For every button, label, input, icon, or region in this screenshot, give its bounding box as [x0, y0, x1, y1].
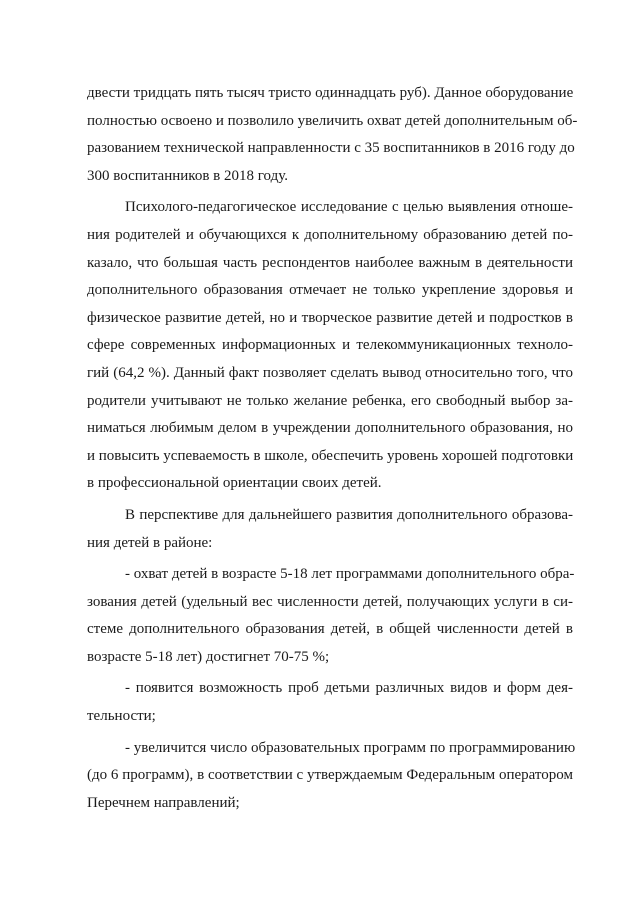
paragraph-research: [87, 194, 573, 498]
text-line: 300 воспитанников в 2018 году.: [87, 167, 288, 184]
text-line: полностью освоено и позволило увеличить охват детей дополнительным об-: [87, 112, 578, 129]
text-line: тельности;: [87, 708, 156, 725]
text-line: Психолого-педагогическое исследование с целью выявления отноше-: [125, 199, 573, 216]
paragraph-equipment: [87, 80, 578, 190]
text-line: и повысить успеваемость в школе, обеспечить уровень хорошей подготовки: [87, 447, 574, 464]
document-body: [87, 80, 578, 817]
text-line: двести тридцать пять тысяч тристо одиннадцать руб). Данное оборудование: [87, 85, 574, 101]
text-line: физическое развитие детей, но и творческое развитие детей и подростков в: [87, 309, 573, 326]
text-line: - охват детей в возрасте 5-18 лет программами дополнительного обра-: [125, 566, 575, 583]
text-line: в профессиональной ориентации своих детей.: [87, 475, 382, 492]
paragraph-perspective: [87, 502, 573, 557]
text-line: - увеличится число образовательных программ по программированию: [125, 739, 576, 756]
text-line: казало, что большая часть респондентов наиболее важным в деятельности: [87, 254, 573, 271]
text-line: Перечнем направлений;: [87, 794, 240, 811]
text-line: зования детей (удельный вес численности детей, получающих услуги в си-: [87, 593, 573, 610]
text-line: родители учитывают не только желание ребенка, его свободный выбор за-: [87, 392, 573, 409]
text-line: разованием технической направленности с 35 воспитанников в 2016 году до: [87, 140, 575, 157]
list-item-activities: [87, 675, 573, 730]
text-line: ния родителей и обучающихся к дополнительному образованию детей по-: [87, 226, 573, 243]
text-line: ниматься любимым делом в учреждении дополнительного образования, но: [87, 420, 573, 437]
text-line: стеме дополнительного образования детей, в общей численности детей в: [87, 621, 573, 638]
text-line: возрасте 5-18 лет) достигнет 70-75 %;: [87, 648, 330, 665]
text-line: ния детей в районе:: [87, 534, 213, 551]
text-line: - появится возможность проб детьми различных видов и форм дея-: [125, 680, 573, 697]
text-line: (до 6 программ), в соответствии с утверждаемым Федеральным оператором: [87, 767, 573, 784]
text-line: дополнительного образования отмечает не только укрепление здоровья и: [87, 282, 573, 299]
text-line: сфере современных информационных и телекоммуникационных техноло-: [87, 337, 573, 354]
list-item-programs: [87, 735, 576, 818]
text-line: В перспективе для дальнейшего развития дополнительного образова-: [125, 506, 573, 523]
list-item-coverage: [87, 561, 573, 671]
text-line: гий (64,2 %). Данный факт позволяет сделать вывод относительно того, что: [87, 364, 573, 381]
